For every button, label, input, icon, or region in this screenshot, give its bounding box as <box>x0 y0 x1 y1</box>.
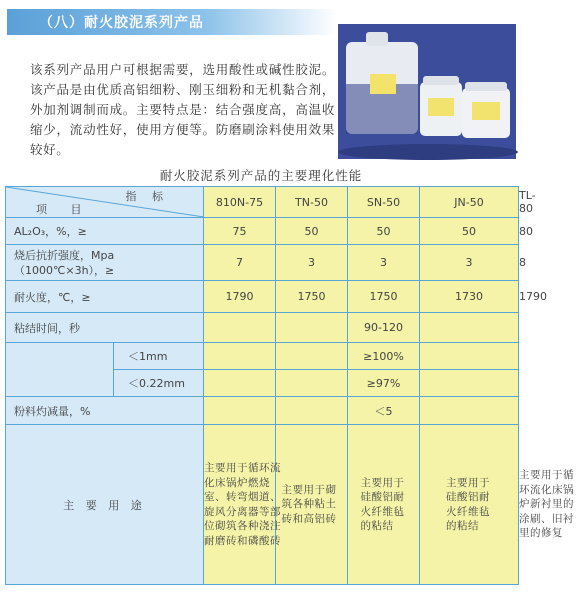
fineness-group-cell <box>6 343 114 397</box>
table-cell: 50 <box>420 218 519 245</box>
usage-cell <box>204 425 281 585</box>
column-header: TN-50 <box>276 187 348 218</box>
table-cell: 3 <box>420 245 519 281</box>
table-cell: 75 <box>204 218 276 245</box>
table-cell: ＜5 <box>348 397 420 425</box>
row-label: 粘结时间，秒 <box>6 313 204 343</box>
intro-paragraph: 该系列产品用户可根据需要，选用酸性或碱性胶泥。该产品是由优质高铝细粉、刚玉细粉和无机黏合剂，外加剂调制而成。主要特点是：结合强度高，高温收缩少，流动性好，使用方便等。防磨刷涂料使用效果较好。 <box>30 62 335 157</box>
corner-header-cell <box>6 187 204 218</box>
properties-table: 指 标 项 目 810N-75 TN-50 SN-50 JN-50 TL-80 AL₂O₃，%，≥ 75 50 50 50 80 烧后抗折强度，Mpa （1000℃×3h），≥ 7 3 3 3 8 耐火度，℃，≥ 1790 1750 1750 1730 1790 粘结时间，秒 90-120 ＜1mm ≥100% ＜0.22mm ≥97% 粉料灼减量，% ＜5 主 要 用 途 主要用于循环流化床锅炉燃烧室、转弯烟道、旋风分离器等部位砌筑各种浇注耐磨砖和磷酸砖 主要用于砌筑各种粘土砖和高铝砖 主要用于硅酸铝耐火纤维毡的粘结 主要用于硅酸铝耐火纤维毡的粘结 主要用于循环流化床锅炉新衬里的涂刷、旧衬里的修复 <box>5 186 519 585</box>
table-row: 耐火度，℃，≥ 1790 1750 1750 1730 1790 <box>6 281 519 313</box>
row-label: 主 要 用 途 <box>6 425 204 585</box>
row-label: 耐火度，℃，≥ <box>6 281 204 313</box>
column-header: 810N-75 <box>204 187 276 218</box>
table-cell: 3 <box>276 245 348 281</box>
section-header <box>7 9 337 35</box>
row-label: ＜1mm <box>114 343 204 370</box>
column-header: SN-50 <box>348 187 420 218</box>
product-containers-image <box>338 24 516 159</box>
usage-text: 主要用于砌筑各种粘土砖和高铝砖 <box>281 483 337 525</box>
table-cell: 1790 <box>204 281 276 313</box>
table-cell: 1750 <box>348 281 420 313</box>
section-title: （八）耐火胶泥系列产品 <box>39 15 204 31</box>
usage-cell <box>348 425 420 585</box>
usage-text: 主要用于硅酸铝耐火纤维毡的粘结 <box>446 476 490 532</box>
table-row <box>6 425 519 585</box>
product-photo <box>338 24 516 159</box>
table-cell: 3 <box>348 245 420 281</box>
usage-cell <box>420 425 519 585</box>
usage-text: 主要用于循环流化床锅炉燃烧室、转弯烟道、旋风分离器等部位砌筑各种浇注耐磨砖和磷酸砖 <box>204 462 281 547</box>
table-row <box>6 343 519 370</box>
usage-text: 主要用于硅酸铝耐火纤维毡的粘结 <box>360 476 405 532</box>
row-label: 粉料灼减量，% <box>6 397 204 425</box>
table-row <box>6 397 519 425</box>
table-cell: 7 <box>204 245 276 281</box>
corner-label-item: 项 目 <box>36 203 92 216</box>
table-title: 耐火胶泥系列产品的主要理化性能 <box>159 168 363 183</box>
corner-label-index: 指 标 <box>125 190 169 203</box>
table-cell: 1750 <box>276 281 348 313</box>
table-row: 烧后抗折强度，Mpa （1000℃×3h），≥ 7 3 3 3 8 <box>6 245 519 281</box>
usage-cell <box>276 425 348 585</box>
table-cell: 50 <box>276 218 348 245</box>
row-label: 烧后抗折强度，Mpa （1000℃×3h），≥ <box>6 245 204 281</box>
column-header: JN-50 <box>420 187 519 218</box>
table-row: AL₂O₃，%，≥ 75 50 50 50 80 <box>6 218 519 245</box>
table-cell: 1730 <box>420 281 519 313</box>
row-label: ＜0.22mm <box>114 370 204 397</box>
table-cell: 50 <box>348 218 420 245</box>
table-cell: ≥100% <box>348 343 420 370</box>
table-row <box>6 313 519 343</box>
table-cell: ≥97% <box>348 370 420 397</box>
usage-text: 主要用于循环流化床锅炉新衬里的涂刷、旧衬里的修复 <box>519 469 574 540</box>
table-cell: 90-120 <box>348 313 420 343</box>
row-label: AL₂O₃，%，≥ <box>6 218 204 245</box>
